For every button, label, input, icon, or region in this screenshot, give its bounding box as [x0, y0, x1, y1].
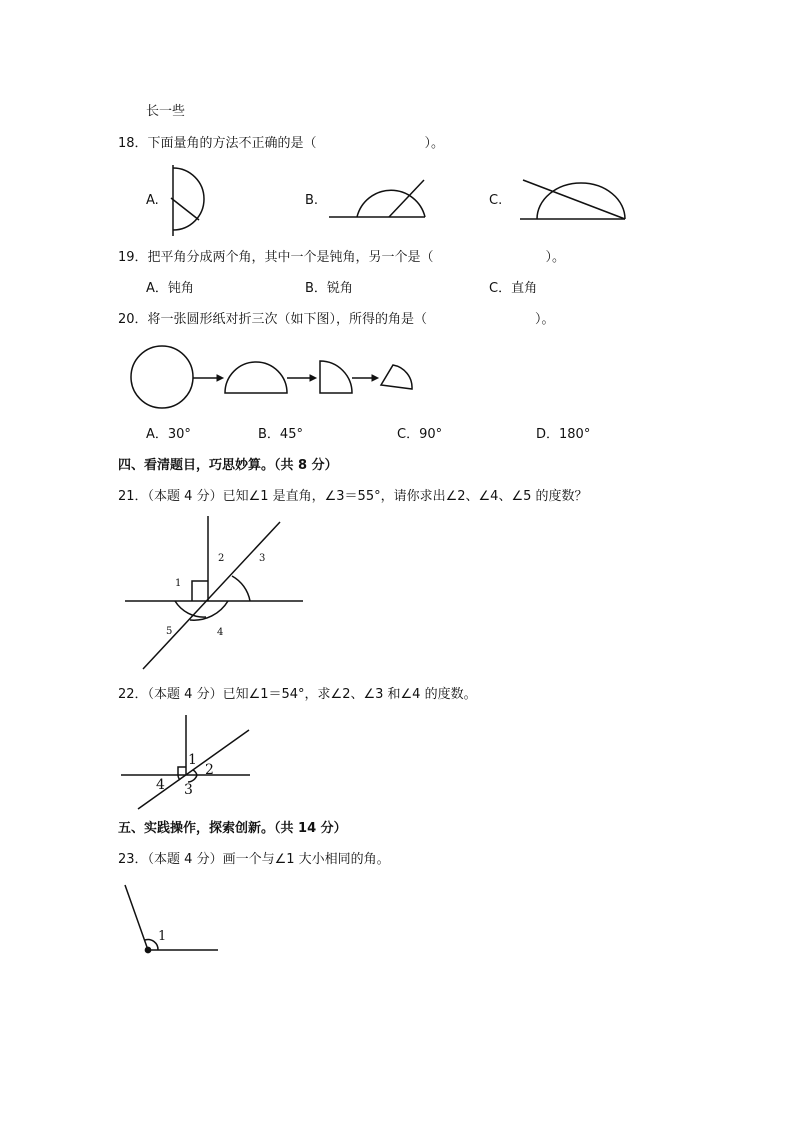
half-circle-shape — [225, 362, 287, 393]
angle-ray — [523, 180, 625, 219]
question-20-close: ）。 — [535, 312, 555, 327]
angle-label-1: 1 — [188, 752, 197, 768]
angle-5-arc — [175, 601, 206, 617]
option-c-text: C．直角 — [489, 281, 538, 296]
question-22-stem: 22．（本题 4 分）已知∠1＝54°，求∠2、∠3 和∠4 的度数。 — [118, 687, 477, 702]
diagonal-line — [143, 522, 280, 669]
angle-label-5: 5 — [166, 626, 173, 637]
question-19-text: 19．把平角分成两个角，其中一个是钝角，另一个是（ — [118, 250, 434, 265]
full-circle-shape — [131, 346, 193, 408]
angle-label-1: 1 — [175, 578, 182, 589]
angle-label-4: 4 — [156, 777, 165, 793]
option-a-label: A. — [146, 193, 159, 208]
question-18-close: ）。 — [424, 136, 445, 151]
angle-3-arc — [232, 576, 250, 601]
angle-4-arc — [190, 601, 228, 620]
protractor-arc — [173, 168, 204, 230]
angle-ray — [389, 180, 424, 217]
question-21-stem: 21．（本题 4 分）已知∠1 是直角，∠3＝55°，请你求出∠2、∠4、∠5 的度数？ — [118, 489, 588, 504]
angle-figure-21 — [120, 510, 310, 675]
section-4-heading: 四、看清题目，巧思妙算。（共 8 分） — [118, 458, 338, 473]
angle-slanted-ray — [125, 885, 148, 950]
angle-label-2: 2 — [205, 762, 214, 778]
angle-ray — [171, 198, 199, 220]
section-5-heading: 五、实践操作，探索创新。（共 14 分） — [118, 821, 347, 836]
question-19-stem — [118, 250, 565, 266]
question-19-close: ）。 — [545, 250, 566, 265]
arrow-head — [217, 375, 223, 381]
angle-label-3: 3 — [259, 553, 266, 564]
angle-label-1: 1 — [158, 929, 167, 944]
option-b-text: B．锐角 — [305, 281, 353, 296]
protractor-figure-a — [160, 160, 220, 240]
option-c-label: C. — [489, 193, 503, 208]
eighth-circle-shape — [381, 365, 412, 389]
option-b-label: B. — [305, 193, 319, 208]
option-b-text: B．45° — [258, 427, 303, 442]
vertex-dot — [145, 947, 150, 952]
continuation-text: 长一些 — [146, 104, 186, 119]
arrow-head — [372, 375, 378, 381]
option-d-text: D．180° — [536, 427, 591, 442]
angle-label-2: 2 — [218, 553, 225, 564]
paper-folding-figure — [125, 340, 420, 415]
angle-figure-23 — [118, 880, 222, 956]
arrow-head — [310, 375, 316, 381]
question-18-stem — [118, 136, 444, 152]
protractor-arc — [357, 190, 425, 217]
angle-label-3: 3 — [184, 782, 193, 798]
option-a-text: A．钝角 — [146, 281, 194, 296]
option-c-text: C．90° — [397, 427, 443, 442]
quarter-circle-shape — [320, 361, 352, 393]
question-20-text: 20．将一张圆形纸对折三次（如下图），所得的角是（ — [118, 312, 428, 327]
angle-3-arc — [188, 775, 197, 782]
angle-figure-22 — [118, 710, 256, 812]
angle-label-4: 4 — [217, 627, 224, 638]
right-angle-mark — [192, 581, 208, 601]
right-angle-mark — [178, 767, 186, 775]
question-23-stem: 23．（本题 4 分）画一个与∠1 大小相同的角。 — [118, 852, 390, 867]
question-20-stem — [118, 312, 555, 328]
option-a-text: A．30° — [146, 427, 191, 442]
question-18-text: 18．下面量角的方法不正确的是（ — [118, 136, 317, 151]
protractor-figure-b — [325, 175, 435, 225]
protractor-figure-c — [515, 175, 630, 225]
